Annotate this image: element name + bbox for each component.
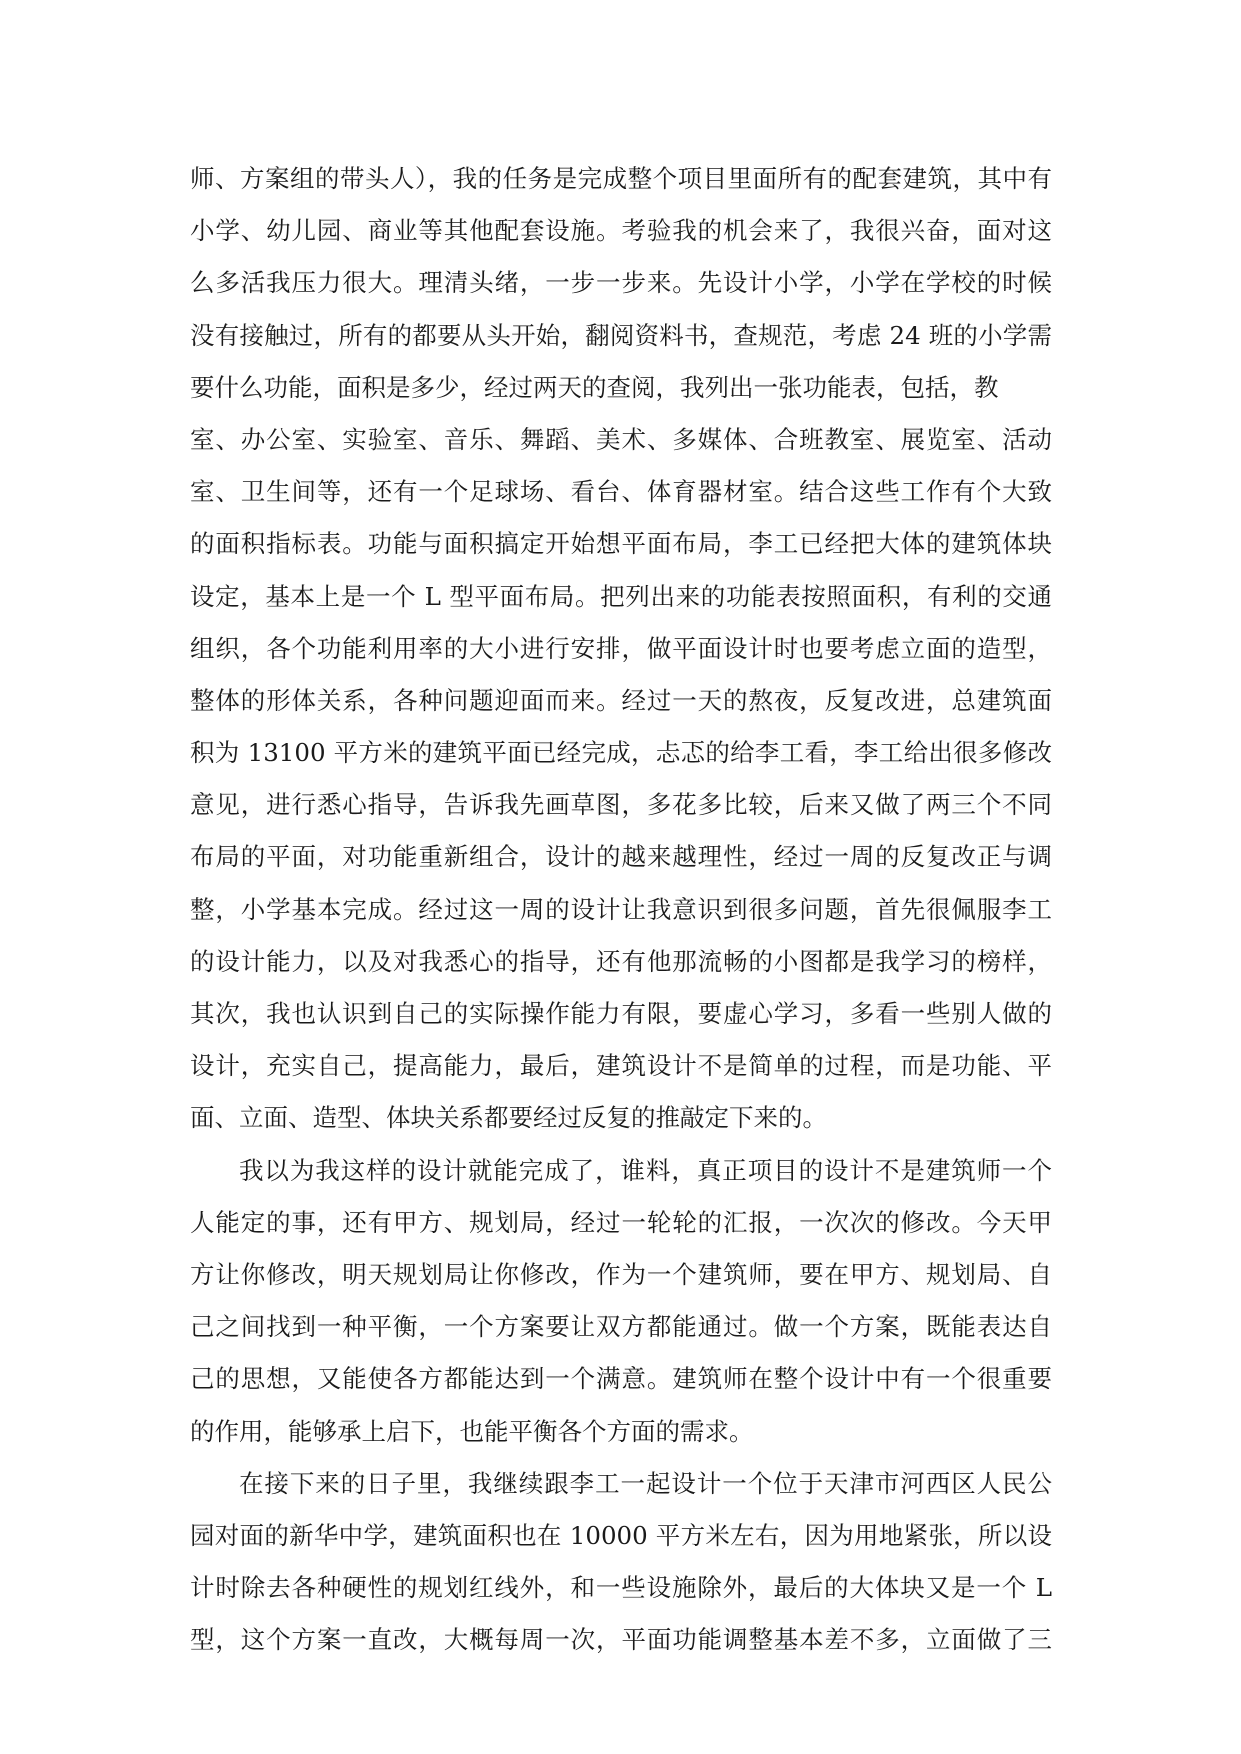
- text-line: 整体的形体关系，各种问题迎面而来。经过一天的熬夜，反复改进，总建筑面: [190, 685, 1052, 715]
- text-line: 的作用，能够承上启下，也能平衡各个方面的需求。: [190, 1416, 754, 1446]
- text-line: 计时除去各种硬性的规划红线外，和一些设施除外，最后的大体块又是一个 L: [190, 1573, 1052, 1603]
- text-line: 我以为我这样的设计就能完成了，谁料，真正项目的设计不是建筑师一个: [239, 1155, 1052, 1185]
- text-line: 整，小学基本完成。经过这一周的设计让我意识到很多问题，首先很佩服李工: [190, 894, 1052, 924]
- text-line: 意见，进行悉心指导，告诉我先画草图，多花多比较，后来又做了两三个不同: [190, 790, 1052, 820]
- text-line: 要什么功能，面积是多少，经过两天的查阅，我列出一张功能表，包括，教: [190, 372, 999, 402]
- text-line: 的面积指标表。功能与面积搞定开始想平面布局，李工已经把大体的建筑体块: [190, 529, 1052, 559]
- text-line: 方让你修改，明天规划局让你修改，作为一个建筑师，要在甲方、规划局、自: [190, 1259, 1052, 1289]
- text-line: 己之间找到一种平衡，一个方案要让双方都能通过。做一个方案，既能表达自: [190, 1312, 1052, 1342]
- text-line: 小学、幼儿园、商业等其他配套设施。考验我的机会来了，我很兴奋，面对这: [190, 216, 1052, 246]
- text-line: 己的思想，又能使各方都能达到一个满意。建筑师在整个设计中有一个很重要: [190, 1364, 1052, 1394]
- text-line: 么多活我压力很大。理清头绪，一步一步来。先设计小学，小学在学校的时候: [190, 268, 1052, 298]
- text-line: 人能定的事，还有甲方、规划局，经过一轮轮的汇报，一次次的修改。今天甲: [190, 1207, 1052, 1237]
- text-line: 其次，我也认识到自己的实际操作能力有限，要虚心学习，多看一些别人做的: [190, 999, 1052, 1028]
- text-line: 室、办公室、实验室、音乐、舞蹈、美术、多媒体、合班教室、展览室、活动: [190, 424, 1052, 454]
- text-line: 积为 13100 平方米的建筑平面已经完成，忐忑的给李工看，李工给出很多修改: [190, 738, 1052, 768]
- text-line: 面、立面、造型、体块关系都要经过反复的推敲定下来的。: [190, 1103, 827, 1133]
- text-line: 没有接触过，所有的都要从头开始，翻阅资料书，查规范，考虑 24 班的小学需: [190, 320, 1052, 350]
- text-line: 设定，基本上是一个 L 型平面布局。把列出来的功能表按照面积，有利的交通: [190, 581, 1052, 611]
- text-line: 组织，各个功能利用率的大小进行安排，做平面设计时也要考虑立面的造型，: [190, 633, 1052, 663]
- text-line: 师、方案组的带头人），我的任务是完成整个项目里面所有的配套建筑，其中有: [190, 164, 1052, 193]
- text-line: 在接下来的日子里，我继续跟李工一起设计一个位于天津市河西区人民公: [239, 1468, 1052, 1498]
- text-line: 型，这个方案一直改，大概每周一次，平面功能调整基本差不多，立面做了三: [190, 1625, 1052, 1655]
- text-line: 设计，充实自己，提高能力，最后，建筑设计不是简单的过程，而是功能、平: [190, 1051, 1052, 1081]
- body-text: [190, 153, 1052, 1666]
- text-line: 的设计能力，以及对我悉心的指导，还有他那流畅的小图都是我学习的榜样，: [190, 946, 1052, 976]
- text-line: 布局的平面，对功能重新组合，设计的越来越理性，经过一周的反复改正与调: [190, 842, 1052, 872]
- text-line: 园对面的新华中学，建筑面积也在 10000 平方米左右，因为用地紧张，所以设: [190, 1520, 1052, 1550]
- text-line: 室、卫生间等，还有一个足球场、看台、体育器材室。结合这些工作有个大致: [190, 477, 1052, 507]
